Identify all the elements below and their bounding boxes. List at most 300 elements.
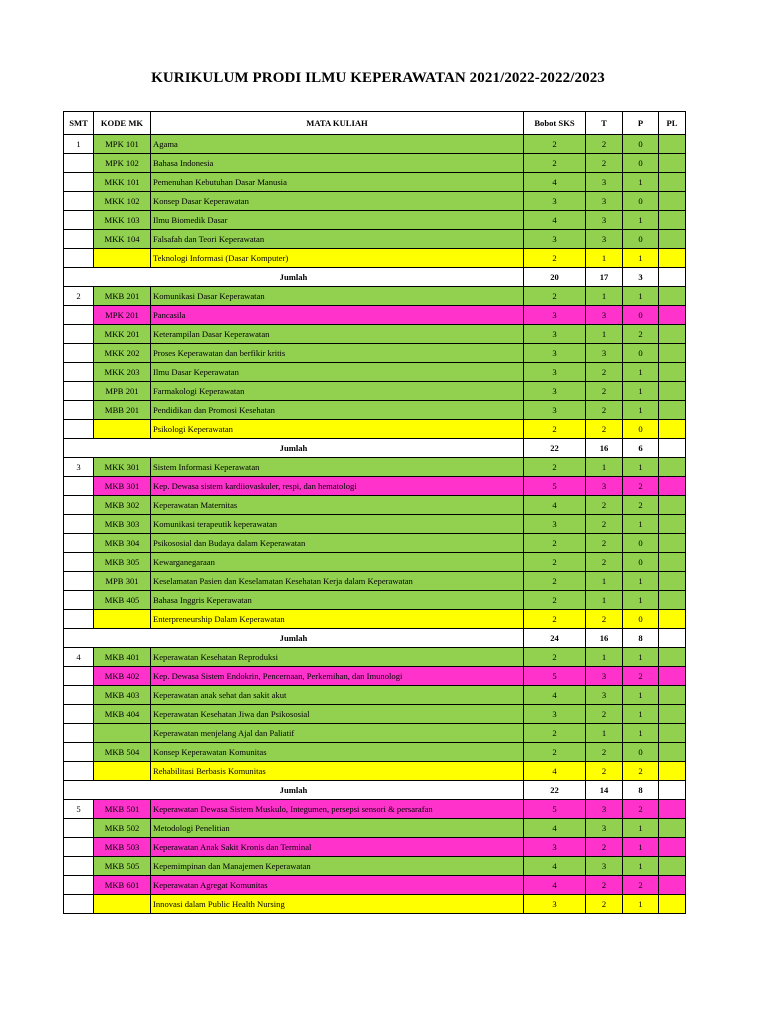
cell-bobot-sks: 4 (524, 876, 586, 895)
cell-smt: 4 (64, 648, 94, 667)
cell-pl (659, 743, 686, 762)
cell-t: 2 (586, 420, 623, 439)
cell-p: 1 (623, 401, 659, 420)
cell-t: 3 (586, 477, 623, 496)
cell-bobot-sks: 2 (524, 154, 586, 173)
cell-p: 2 (623, 762, 659, 781)
cell-t: 2 (586, 838, 623, 857)
cell-t: 3 (586, 192, 623, 211)
cell-kode-mk (94, 895, 151, 914)
cell-smt: 1 (64, 135, 94, 154)
cell-smt (64, 325, 94, 344)
cell-pl (659, 686, 686, 705)
jumlah-row (64, 439, 686, 458)
cell-smt (64, 420, 94, 439)
cell-mata-kuliah: Kepemimpinan dan Manajemen Keperawatan (151, 857, 524, 876)
cell-mata-kuliah: Psikologi Keperawatan (151, 420, 524, 439)
cell-bobot-sks: 3 (524, 306, 586, 325)
cell-bobot-sks: 4 (524, 173, 586, 192)
cell-mata-kuliah: Pemenuhan Kebutuhan Dasar Manusia (151, 173, 524, 192)
cell-t: 2 (586, 496, 623, 515)
cell-pl (659, 496, 686, 515)
table-row (64, 857, 686, 876)
cell-p: 1 (623, 363, 659, 382)
cell-mata-kuliah: Bahasa Indonesia (151, 154, 524, 173)
cell-smt (64, 211, 94, 230)
table-row (64, 724, 686, 743)
cell-t: 2 (586, 610, 623, 629)
cell-mata-kuliah: Kewarganegaraan (151, 553, 524, 572)
cell-kode-mk: MKB 502 (94, 819, 151, 838)
cell-smt: 3 (64, 458, 94, 477)
cell-bobot-sks: 2 (524, 553, 586, 572)
cell-t: 2 (586, 135, 623, 154)
cell-p: 0 (623, 192, 659, 211)
cell-t: 2 (586, 382, 623, 401)
cell-mata-kuliah: Ilmu Dasar Keperawatan (151, 363, 524, 382)
cell-p: 1 (623, 572, 659, 591)
cell-mata-kuliah: Keperawatan Agregat Komunitas (151, 876, 524, 895)
cell-p: 2 (623, 876, 659, 895)
cell-t: 3 (586, 230, 623, 249)
cell-bobot-sks: 5 (524, 800, 586, 819)
cell-kode-mk: MKK 203 (94, 363, 151, 382)
cell-bobot-sks: 4 (524, 211, 586, 230)
cell-pl (659, 800, 686, 819)
table-row (64, 534, 686, 553)
jumlah-bobot: 24 (524, 629, 586, 648)
cell-bobot-sks: 3 (524, 363, 586, 382)
cell-bobot-sks: 3 (524, 325, 586, 344)
cell-pl (659, 857, 686, 876)
cell-t: 3 (586, 667, 623, 686)
cell-kode-mk: MKK 101 (94, 173, 151, 192)
page-title: KURIKULUM PRODI ILMU KEPERAWATAN 2021/2022-2022/2023 (151, 70, 605, 86)
cell-pl (659, 420, 686, 439)
cell-bobot-sks: 4 (524, 762, 586, 781)
cell-p: 2 (623, 325, 659, 344)
table-row (64, 553, 686, 572)
cell-bobot-sks: 3 (524, 515, 586, 534)
cell-kode-mk: MPK 102 (94, 154, 151, 173)
table-row (64, 838, 686, 857)
table-row (64, 249, 686, 268)
cell-smt (64, 477, 94, 496)
cell-pl (659, 705, 686, 724)
cell-t: 2 (586, 895, 623, 914)
cell-pl (659, 667, 686, 686)
cell-kode-mk (94, 610, 151, 629)
table-row (64, 420, 686, 439)
cell-p: 2 (623, 496, 659, 515)
cell-mata-kuliah: Metodologi Penelitian (151, 819, 524, 838)
cell-smt: 5 (64, 800, 94, 819)
cell-pl (659, 325, 686, 344)
cell-kode-mk: MKK 301 (94, 458, 151, 477)
jumlah-p: 8 (623, 629, 659, 648)
cell-kode-mk: MKB 503 (94, 838, 151, 857)
cell-p: 1 (623, 705, 659, 724)
cell-pl (659, 230, 686, 249)
cell-bobot-sks: 4 (524, 686, 586, 705)
jumlah-p: 3 (623, 268, 659, 287)
cell-p: 0 (623, 610, 659, 629)
cell-mata-kuliah: Teknologi Informasi (Dasar Komputer) (151, 249, 524, 268)
cell-kode-mk: MPK 101 (94, 135, 151, 154)
cell-mata-kuliah: Enterpreneurship Dalam Keperawatan (151, 610, 524, 629)
cell-t: 1 (586, 648, 623, 667)
table-row (64, 382, 686, 401)
table-row (64, 496, 686, 515)
cell-mata-kuliah: Sistem Informasi Keperawatan (151, 458, 524, 477)
cell-smt (64, 857, 94, 876)
cell-bobot-sks: 2 (524, 458, 586, 477)
cell-kode-mk: MKK 201 (94, 325, 151, 344)
cell-p: 0 (623, 344, 659, 363)
cell-kode-mk: MKB 601 (94, 876, 151, 895)
cell-t: 2 (586, 534, 623, 553)
cell-bobot-sks: 3 (524, 401, 586, 420)
cell-p: 1 (623, 686, 659, 705)
table-row (64, 572, 686, 591)
cell-mata-kuliah: Rehabilitasi Berbasis Komunitas (151, 762, 524, 781)
cell-bobot-sks: 2 (524, 743, 586, 762)
cell-kode-mk: MKB 303 (94, 515, 151, 534)
table-header-row (64, 112, 686, 135)
table-row (64, 135, 686, 154)
cell-kode-mk: MKB 301 (94, 477, 151, 496)
cell-p: 1 (623, 724, 659, 743)
header-smt: SMT (64, 112, 94, 135)
cell-smt (64, 572, 94, 591)
cell-p: 2 (623, 800, 659, 819)
cell-kode-mk: MKB 201 (94, 287, 151, 306)
cell-kode-mk: MBB 201 (94, 401, 151, 420)
jumlah-t: 16 (586, 629, 623, 648)
cell-pl (659, 477, 686, 496)
cell-pl (659, 382, 686, 401)
cell-bobot-sks: 2 (524, 610, 586, 629)
table-row (64, 325, 686, 344)
table-row (64, 363, 686, 382)
jumlah-t: 16 (586, 439, 623, 458)
cell-pl (659, 838, 686, 857)
jumlah-p: 6 (623, 439, 659, 458)
cell-mata-kuliah: Falsafah dan Teori Keperawatan (151, 230, 524, 249)
table-row (64, 667, 686, 686)
cell-mata-kuliah: Pancasila (151, 306, 524, 325)
cell-mata-kuliah: Psikososial dan Budaya dalam Keperawatan (151, 534, 524, 553)
cell-bobot-sks: 3 (524, 192, 586, 211)
cell-pl (659, 306, 686, 325)
cell-kode-mk (94, 762, 151, 781)
cell-t: 1 (586, 325, 623, 344)
cell-p: 1 (623, 287, 659, 306)
cell-p: 2 (623, 667, 659, 686)
table-row (64, 610, 686, 629)
table-row (64, 306, 686, 325)
jumlah-p: 8 (623, 781, 659, 800)
jumlah-label: Jumlah (64, 629, 524, 648)
header-p: P (623, 112, 659, 135)
cell-kode-mk: MPB 201 (94, 382, 151, 401)
cell-smt (64, 515, 94, 534)
cell-p: 1 (623, 591, 659, 610)
jumlah-row (64, 781, 686, 800)
cell-p: 1 (623, 173, 659, 192)
cell-kode-mk: MKB 505 (94, 857, 151, 876)
cell-kode-mk: MKB 501 (94, 800, 151, 819)
cell-pl (659, 648, 686, 667)
cell-bobot-sks: 3 (524, 230, 586, 249)
table-row (64, 515, 686, 534)
cell-t: 3 (586, 173, 623, 192)
cell-t: 1 (586, 591, 623, 610)
cell-pl (659, 363, 686, 382)
cell-smt (64, 553, 94, 572)
cell-pl (659, 591, 686, 610)
cell-t: 2 (586, 515, 623, 534)
cell-pl (659, 192, 686, 211)
cell-bobot-sks: 4 (524, 496, 586, 515)
table-row (64, 477, 686, 496)
cell-mata-kuliah: Keperawatan anak sehat dan sakit akut (151, 686, 524, 705)
cell-mata-kuliah: Farmakologi Keperawatan (151, 382, 524, 401)
cell-smt (64, 306, 94, 325)
cell-kode-mk: MKK 103 (94, 211, 151, 230)
cell-t: 3 (586, 686, 623, 705)
cell-mata-kuliah: Keperawatan Kesehatan Reproduksi (151, 648, 524, 667)
cell-t: 1 (586, 572, 623, 591)
cell-pl (659, 458, 686, 477)
cell-bobot-sks: 2 (524, 249, 586, 268)
cell-bobot-sks: 5 (524, 477, 586, 496)
header-kode-mk: KODE MK (94, 112, 151, 135)
cell-p: 0 (623, 135, 659, 154)
cell-smt (64, 534, 94, 553)
cell-smt (64, 173, 94, 192)
cell-pl (659, 173, 686, 192)
cell-mata-kuliah: Keperawatan Anak Sakit Kronis dan Terminal (151, 838, 524, 857)
cell-smt (64, 743, 94, 762)
cell-mata-kuliah: Konsep Dasar Keperawatan (151, 192, 524, 211)
cell-mata-kuliah: Keterampilan Dasar Keperawatan (151, 325, 524, 344)
table-row (64, 401, 686, 420)
cell-p: 1 (623, 857, 659, 876)
cell-t: 3 (586, 211, 623, 230)
cell-smt (64, 230, 94, 249)
cell-t: 3 (586, 800, 623, 819)
cell-mata-kuliah: Kep. Dewasa sistem kardiiovaskuler, respi, dan hematologi (151, 477, 524, 496)
cell-smt (64, 762, 94, 781)
cell-bobot-sks: 5 (524, 667, 586, 686)
cell-p: 1 (623, 249, 659, 268)
cell-pl (659, 154, 686, 173)
table-row (64, 591, 686, 610)
cell-p: 0 (623, 230, 659, 249)
cell-pl (659, 135, 686, 154)
cell-kode-mk: MKK 102 (94, 192, 151, 211)
cell-mata-kuliah: Proses Keperawatan dan berfikir kritis (151, 344, 524, 363)
cell-smt (64, 496, 94, 515)
cell-t: 2 (586, 401, 623, 420)
cell-kode-mk: MKB 401 (94, 648, 151, 667)
cell-mata-kuliah: Keselamatan Pasien dan Keselamatan Kesehatan Kerja dalam Keperawatan (151, 572, 524, 591)
cell-smt (64, 819, 94, 838)
cell-bobot-sks: 3 (524, 838, 586, 857)
cell-t: 2 (586, 876, 623, 895)
cell-mata-kuliah: Komunikasi Dasar Keperawatan (151, 287, 524, 306)
cell-smt (64, 363, 94, 382)
cell-t: 2 (586, 743, 623, 762)
cell-t: 1 (586, 249, 623, 268)
cell-t: 3 (586, 306, 623, 325)
table-row (64, 819, 686, 838)
cell-pl (659, 895, 686, 914)
table-row (64, 192, 686, 211)
cell-bobot-sks: 2 (524, 534, 586, 553)
jumlah-label: Jumlah (64, 268, 524, 287)
cell-t: 2 (586, 705, 623, 724)
cell-p: 1 (623, 458, 659, 477)
cell-t: 3 (586, 819, 623, 838)
cell-mata-kuliah: Bahasa Inggris Keperawatan (151, 591, 524, 610)
jumlah-t: 14 (586, 781, 623, 800)
cell-bobot-sks: 2 (524, 420, 586, 439)
cell-mata-kuliah: Kep. Dewasa Sistem Endokrin, Pencernaan, Perkemihan, dan Imunologi (151, 667, 524, 686)
cell-t: 2 (586, 363, 623, 382)
cell-kode-mk: MKB 304 (94, 534, 151, 553)
cell-smt (64, 838, 94, 857)
cell-mata-kuliah: Pendidikan dan Promosi Kesehatan (151, 401, 524, 420)
jumlah-pl (659, 439, 686, 458)
cell-bobot-sks: 4 (524, 819, 586, 838)
jumlah-bobot: 22 (524, 781, 586, 800)
cell-pl (659, 572, 686, 591)
cell-bobot-sks: 3 (524, 705, 586, 724)
cell-t: 2 (586, 762, 623, 781)
cell-bobot-sks: 2 (524, 135, 586, 154)
header-pl: PL (659, 112, 686, 135)
table-row (64, 173, 686, 192)
table-row (64, 800, 686, 819)
table-row (64, 648, 686, 667)
cell-pl (659, 724, 686, 743)
table-row (64, 344, 686, 363)
cell-smt (64, 192, 94, 211)
cell-bobot-sks: 3 (524, 382, 586, 401)
cell-kode-mk: MPB 301 (94, 572, 151, 591)
cell-kode-mk (94, 249, 151, 268)
cell-kode-mk (94, 724, 151, 743)
cell-mata-kuliah: Keperawatan menjelang Ajal dan Paliatif (151, 724, 524, 743)
table-row (64, 743, 686, 762)
cell-p: 1 (623, 819, 659, 838)
cell-bobot-sks: 2 (524, 724, 586, 743)
cell-p: 0 (623, 306, 659, 325)
cell-bobot-sks: 4 (524, 857, 586, 876)
cell-pl (659, 344, 686, 363)
cell-smt (64, 610, 94, 629)
cell-mata-kuliah: Konsep Keperawatan Komunitas (151, 743, 524, 762)
cell-smt (64, 401, 94, 420)
cell-pl (659, 762, 686, 781)
cell-bobot-sks: 3 (524, 344, 586, 363)
cell-p: 0 (623, 420, 659, 439)
table-row (64, 287, 686, 306)
cell-pl (659, 401, 686, 420)
table-row (64, 876, 686, 895)
cell-bobot-sks: 2 (524, 572, 586, 591)
cell-smt (64, 249, 94, 268)
jumlah-bobot: 22 (524, 439, 586, 458)
cell-smt (64, 876, 94, 895)
cell-smt (64, 686, 94, 705)
cell-bobot-sks: 3 (524, 895, 586, 914)
cell-p: 0 (623, 743, 659, 762)
jumlah-row (64, 629, 686, 648)
cell-pl (659, 287, 686, 306)
cell-pl (659, 534, 686, 553)
cell-t: 2 (586, 154, 623, 173)
cell-kode-mk: MKB 302 (94, 496, 151, 515)
cell-smt (64, 591, 94, 610)
cell-t: 2 (586, 553, 623, 572)
cell-p: 2 (623, 477, 659, 496)
cell-p: 0 (623, 534, 659, 553)
cell-pl (659, 876, 686, 895)
cell-p: 1 (623, 838, 659, 857)
cell-kode-mk: MKB 402 (94, 667, 151, 686)
cell-p: 1 (623, 515, 659, 534)
jumlah-pl (659, 629, 686, 648)
table-row (64, 705, 686, 724)
cell-mata-kuliah: Keperawatan Dewasa Sistem Muskulo, Integumen, persepsi sensori & persarafan (151, 800, 524, 819)
cell-pl (659, 211, 686, 230)
jumlah-pl (659, 268, 686, 287)
cell-smt (64, 705, 94, 724)
cell-mata-kuliah: Keperawatan Maternitas (151, 496, 524, 515)
cell-pl (659, 249, 686, 268)
cell-pl (659, 610, 686, 629)
cell-smt (64, 382, 94, 401)
cell-mata-kuliah: Agama (151, 135, 524, 154)
cell-bobot-sks: 2 (524, 591, 586, 610)
table-row (64, 154, 686, 173)
table-row (64, 686, 686, 705)
cell-kode-mk: MKB 405 (94, 591, 151, 610)
cell-kode-mk: MKK 104 (94, 230, 151, 249)
cell-p: 0 (623, 154, 659, 173)
cell-mata-kuliah: Komunikasi terapeutik keperawatan (151, 515, 524, 534)
table-row (64, 762, 686, 781)
jumlah-pl (659, 781, 686, 800)
cell-mata-kuliah: Keperawatan Kesehatan Jiwa dan Psikososial (151, 705, 524, 724)
cell-smt (64, 724, 94, 743)
table-row (64, 230, 686, 249)
cell-mata-kuliah: Ilmu Biomedik Dasar (151, 211, 524, 230)
table-row (64, 458, 686, 477)
cell-kode-mk: MKB 504 (94, 743, 151, 762)
curriculum-table (63, 111, 686, 914)
cell-pl (659, 819, 686, 838)
jumlah-label: Jumlah (64, 781, 524, 800)
cell-p: 1 (623, 895, 659, 914)
cell-smt (64, 667, 94, 686)
header-t: T (586, 112, 623, 135)
cell-smt: 2 (64, 287, 94, 306)
cell-mata-kuliah: Innovasi dalam Public Health Nursing (151, 895, 524, 914)
